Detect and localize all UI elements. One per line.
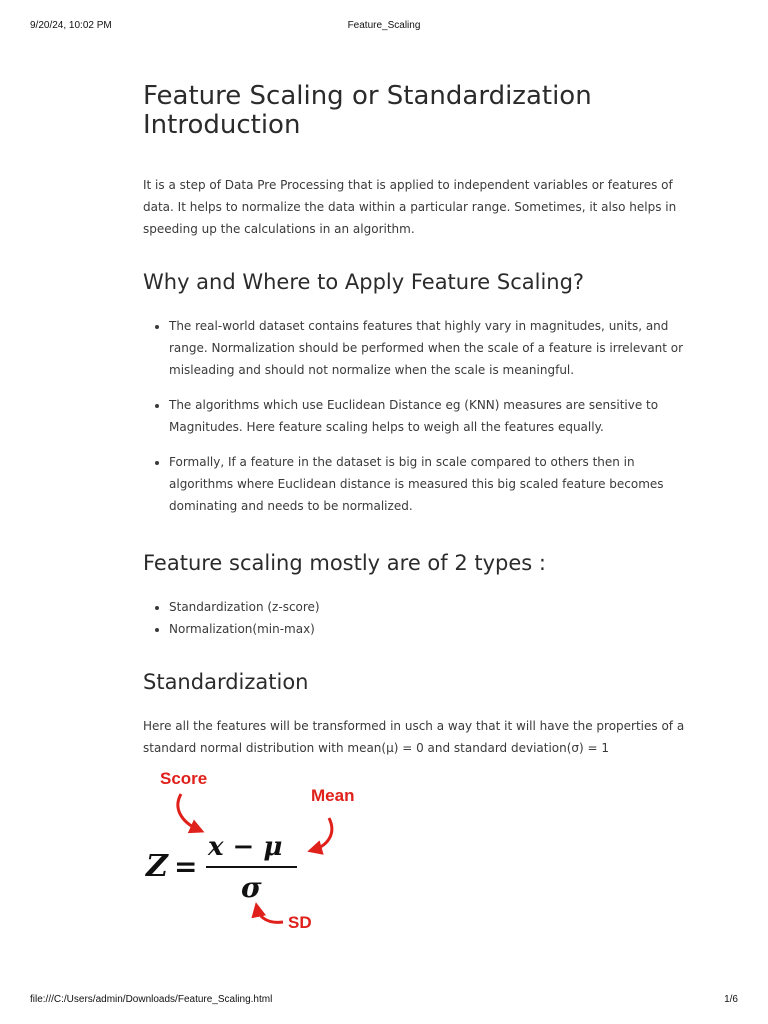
mean-arrow (313, 818, 332, 850)
list-item: • Standardization (z-score) (169, 596, 688, 618)
mean-label: Mean (311, 786, 355, 805)
score-arrow (178, 794, 199, 830)
page-title-line1: Feature Scaling or Standardization (143, 81, 592, 111)
print-datetime: 9/20/24, 10:02 PM (30, 20, 112, 31)
types-list (143, 596, 688, 640)
print-page-number: 1/6 (724, 994, 738, 1005)
print-title: Feature_Scaling (347, 20, 421, 31)
formula-numerator: x − μ (208, 832, 283, 862)
article (143, 82, 688, 759)
z-score-formula (143, 760, 373, 940)
section-heading-standardization: Standardization (143, 670, 309, 694)
list-item: • The real-world dataset contains features that highly vary in magnitudes, units, and range. Normalization should be performed when the scale of a feature is irrelevant or misleading and should not normalize when the scale is meaningful. (169, 315, 688, 381)
list-item: • Formally, If a feature in the dataset is big in scale compared to others then in algorithms where Euclidean distance is measured this big scaled feature becomes dominating and needs to be normalized. (169, 451, 688, 517)
sd-arrow (257, 908, 283, 922)
standardization-paragraph: Here all the features will be transformed in usch a way that it will have the properties of a standard normal distribution with mean(μ) = 0 and standard deviation(σ) = 1 (143, 719, 685, 755)
print-file-path: file:///C:/Users/admin/Downloads/Feature_Scaling.html (30, 994, 273, 1005)
formula-denominator: σ (241, 871, 262, 904)
list-item: • Normalization(min-max) (169, 618, 688, 640)
sd-label: SD (288, 913, 312, 932)
section-heading-types: Feature scaling mostly are of 2 types : (143, 551, 546, 575)
formula-lhs: Z (146, 849, 168, 884)
list-item: • The algorithms which use Euclidean Distance eg (KNN) measures are sensitive to Magnitudes. Here feature scaling helps to weigh all the features equally. (169, 394, 688, 438)
score-label: Score (160, 769, 208, 788)
intro-paragraph: It is a step of Data Pre Processing that is applied to independent variables or features of data. It helps to normalize the data within a particular range. Sometimes, it also helps in speeding up the calculations in an algorithm. (143, 178, 677, 236)
page-title-line2: Introduction (143, 110, 301, 140)
section-heading-why-where: Why and Where to Apply Feature Scaling? (143, 270, 585, 294)
page-title (143, 82, 688, 140)
why-where-list (143, 315, 688, 517)
formula-equals: = (174, 850, 198, 883)
z-score-formula-figure (143, 760, 373, 940)
